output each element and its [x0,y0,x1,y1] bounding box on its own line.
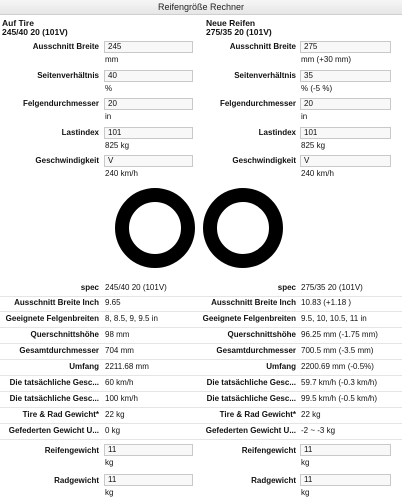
result-right-label: Gesamtdurchmesser [216,346,296,355]
result-left-value: 0 kg [105,426,121,435]
result-left-value: 98 mm [105,330,130,339]
result-left-label: Geeignete Felgenbreiten [5,314,99,323]
right-width-input[interactable]: 275 [300,41,391,53]
left-label-ratio: Seitenverhältnis [37,71,99,80]
result-right-label: Umfang [266,362,296,371]
left-width-unit: mm [105,55,119,64]
result-left-value: 60 km/h [105,378,134,387]
window-title: Reifengröße Rechner [0,0,402,15]
right-label-ratio: Seitenverhältnis [234,71,296,80]
left-label-speed: Geschwindigkeit [35,156,99,165]
right-ratio-unit: % (-5 %) [301,84,333,93]
tire-weight-left-unit: kg [105,458,114,467]
left-subheading: 245/40 20 (101V) [2,27,68,37]
result-left-value: 245/40 20 (101V) [105,283,167,292]
result-left-label: Querschnittshöhe [30,330,99,339]
rim-weight-right-label: Radgewicht [251,476,296,485]
row-divider [0,327,402,328]
old-tire-icon [115,188,195,268]
left-width-input[interactable]: 245 [104,41,193,53]
right-load-input[interactable]: 101 [300,127,391,139]
result-right-label: Tire & Rad Gewicht* [219,410,296,419]
tire-weight-left-label: Reifengewicht [44,446,99,455]
right-rim-unit: in [301,112,308,121]
result-left-value: 9.65 [105,298,121,307]
result-left-label: Umfang [69,362,99,371]
result-left-label: Die tatsächliche Gesc... [9,394,99,403]
tire-weight-right-input[interactable]: 11 [300,444,391,456]
left-speed-input[interactable]: V [104,155,193,167]
result-right-label: Ausschnitt Breite Inch [211,298,296,307]
right-speed-input[interactable]: V [300,155,391,167]
result-right-label: Die tatsächliche Gesc... [206,378,296,387]
result-left-label: Gesamtdurchmesser [19,346,99,355]
rim-weight-left-unit: kg [105,488,114,497]
result-left-label: Gefederten Gewicht U... [8,426,99,435]
left-load-unit: 825 kg [105,141,130,150]
tire-weight-right-unit: kg [301,458,310,467]
result-left-label: Tire & Rad Gewicht* [22,410,99,419]
result-right-value: 9.5, 10, 10.5, 11 in [301,314,367,323]
result-left-value: 22 kg [105,410,125,419]
left-load-input[interactable]: 101 [104,127,193,139]
rim-weight-right-input[interactable]: 11 [300,474,391,486]
right-label-load: Lastindex [258,128,296,137]
left-speed-unit: 240 km/h [105,169,138,178]
result-left-value: 100 km/h [105,394,138,403]
row-divider [0,311,402,312]
right-rim-input[interactable]: 20 [300,98,391,110]
result-left-label: Ausschnitt Breite Inch [14,298,99,307]
row-divider [0,407,402,408]
result-right-label: Querschnittshöhe [227,330,296,339]
tire-weight-left-input[interactable]: 11 [104,444,193,456]
result-right-value: 22 kg [301,410,321,419]
result-left-value: 8, 8.5, 9, 9.5 in [105,314,158,323]
left-ratio-input[interactable]: 40 [104,70,193,82]
result-right-label: spec [277,283,296,292]
result-left-value: 2211.68 mm [105,362,149,371]
right-label-rim: Felgendurchmesser [219,99,296,108]
result-right-value: 700.5 mm (-3.5 mm) [301,346,374,355]
left-rim-input[interactable]: 20 [104,98,193,110]
result-left-value: 704 mm [105,346,134,355]
result-right-value: -2 ~ -3 kg [301,426,336,435]
tire-weight-right-label: Reifengewicht [241,446,296,455]
right-subheading: 275/35 20 (101V) [206,27,272,37]
result-left-label: spec [80,283,99,292]
result-right-value: 10.83 (+1.18 ) [301,298,352,307]
result-right-value: 59.7 km/h (-0.3 km/h) [301,378,378,387]
right-speed-unit: 240 km/h [301,169,334,178]
left-label-load: Lastindex [61,128,99,137]
result-right-label: Geeignete Felgenbreiten [202,314,296,323]
right-label-speed: Geschwindigkeit [232,156,296,165]
result-right-value: 2200.69 mm (-0.5%) [301,362,374,371]
rim-weight-right-unit: kg [301,488,310,497]
row-divider [0,375,402,376]
row-divider [0,391,402,392]
result-right-value: 275/35 20 (101V) [301,283,363,292]
right-ratio-input[interactable]: 35 [300,70,391,82]
result-left-label: Die tatsächliche Gesc... [9,378,99,387]
row-divider [0,296,402,297]
left-label-width: Ausschnitt Breite [32,42,99,51]
left-heading: Auf Tire [2,18,34,28]
row-divider [0,343,402,344]
rim-weight-left-label: Radgewicht [54,476,99,485]
result-right-value: 99.5 km/h (-0.5 km/h) [301,394,378,403]
left-rim-unit: in [105,112,112,121]
right-heading: Neue Reifen [206,18,256,28]
left-ratio-unit: % [105,84,113,93]
rim-weight-left-input[interactable]: 11 [104,474,193,486]
row-divider [0,423,402,424]
new-tire-icon [203,188,283,268]
left-label-rim: Felgendurchmesser [22,99,99,108]
right-label-width: Ausschnitt Breite [229,42,296,51]
result-right-value: 96.25 mm (-1.75 mm) [301,330,378,339]
right-width-unit: mm (+30 mm) [301,55,351,64]
result-right-label: Die tatsächliche Gesc... [206,394,296,403]
row-divider [0,439,402,440]
right-load-unit: 825 kg [301,141,326,150]
result-right-label: Gefederten Gewicht U... [205,426,296,435]
row-divider [0,359,402,360]
